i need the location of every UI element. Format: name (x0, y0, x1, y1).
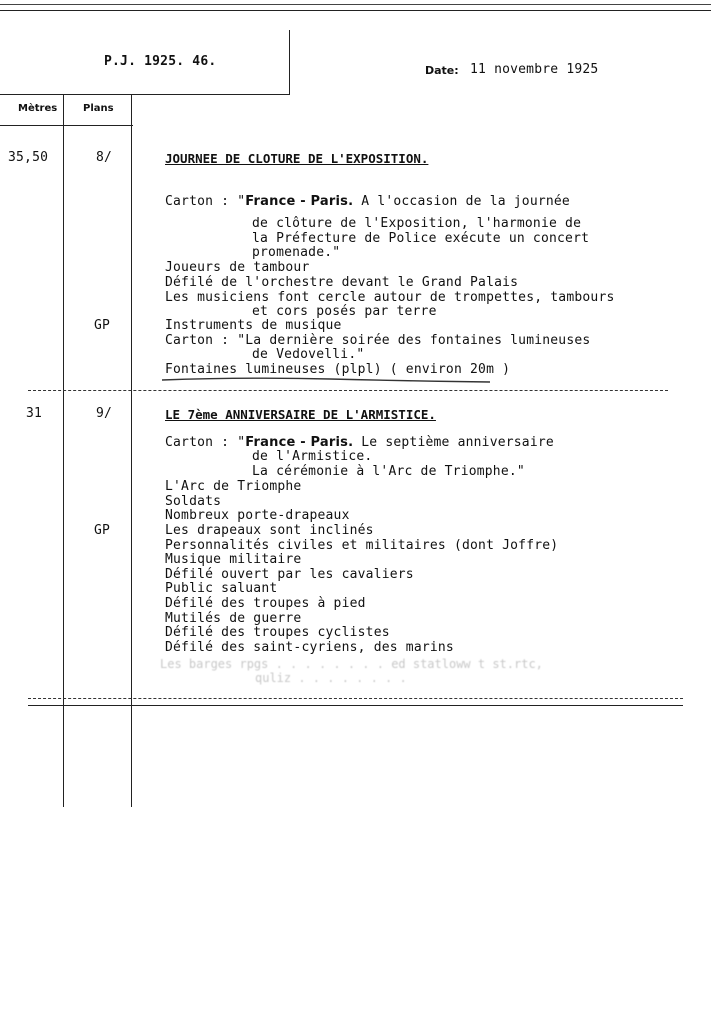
column-divider-2 (131, 95, 132, 807)
section-1-line-joueurs: Joueurs de tambour (165, 260, 310, 275)
section-1-gp: GP (94, 318, 111, 333)
section-2-faded-line-2: quliz . . . . . . . . (255, 671, 407, 685)
column-header-plans: Plans (83, 103, 114, 114)
section-1-carton-1: Carton : "France - Paris. A l'occasion de la journée (165, 194, 570, 209)
column-header-rule (0, 125, 133, 126)
bottom-rule-2 (28, 705, 683, 706)
header-box-bottom (0, 94, 290, 95)
column-header-metres: Mètres (18, 103, 58, 114)
header-box-right (289, 30, 290, 94)
section-2-item: Musique militaire (165, 552, 302, 567)
section-separator-1 (28, 390, 668, 391)
section-1-line-fontaines: Fontaines lumineuses (plpl) ( environ 20m ) (165, 362, 511, 377)
top-rule-2 (0, 10, 711, 11)
section-1-line-musiciens-2: et cors posés par terre (252, 304, 437, 319)
section-2-item: Soldats (165, 494, 222, 509)
section-2-item: Défilé des troupes cyclistes (165, 625, 390, 640)
section-1-carton-1-bold: France - Paris. (245, 194, 354, 209)
section-2-faded-line-1: Les barges rpgs . . . . . . . . ed statloww t st.rtc, (160, 657, 543, 671)
section-2-item: Personnalités civiles et militaires (dont Joffre) (165, 538, 559, 553)
date-value: 11 novembre 1925 (470, 62, 599, 77)
section-2-metres: 31 (26, 406, 43, 421)
section-1-line-instruments: Instruments de musique (165, 318, 342, 333)
section-1-line-musiciens: Les musiciens font cercle autour de trompettes, tambours (165, 290, 615, 305)
section-2-gp: GP (94, 523, 111, 538)
section-2-title: LE 7ème ANNIVERSAIRE DE L'ARMISTICE. (165, 407, 436, 422)
section-2-carton: Carton : "France - Paris. Le septième anniversaire (165, 435, 554, 450)
top-rule (0, 4, 711, 5)
section-2-plan: 9/ (96, 406, 113, 421)
document-reference: P.J. 1925. 46. (104, 54, 217, 69)
section-1-title: JOURNEE DE CLOTURE DE L'EXPOSITION. (165, 151, 429, 166)
section-1-carton-2: Carton : "La dernière soirée des fontaines lumineuses (165, 333, 591, 348)
section-2-item: Défilé ouvert par les cavaliers (165, 567, 414, 582)
date-label: Date: (425, 64, 459, 77)
section-2-carton-bold: France - Paris. (245, 435, 354, 450)
section-2-item: Défilé des troupes à pied (165, 596, 366, 611)
section-2-item: Mutilés de guerre (165, 611, 302, 626)
section-1-plan: 8/ (96, 150, 113, 165)
section-1-carton-1-line-4: promenade." (252, 245, 341, 260)
bottom-rule-1 (28, 698, 683, 699)
section-2-item: Public saluant (165, 581, 278, 596)
section-2-item: Défilé des saint-cyriens, des marins (165, 640, 454, 655)
column-divider-1 (63, 95, 64, 807)
section-1-carton-2-line-2: de Vedovelli." (252, 347, 365, 362)
section-1-carton-1-line-2: de clôture de l'Exposition, l'harmonie de (252, 216, 582, 231)
section-2-carton-line-3: La cérémonie à l'Arc de Triomphe." (252, 464, 525, 479)
section-2-carton-line-2: de l'Armistice. (252, 449, 373, 464)
section-2-item: L'Arc de Triomphe (165, 479, 302, 494)
section-2-item: Les drapeaux sont inclinés (165, 523, 374, 538)
hand-underline-mark (160, 374, 500, 386)
section-1-carton-1-line-3: la Préfecture de Police exécute un concert (252, 231, 590, 246)
section-1-metres: 35,50 (8, 150, 49, 165)
section-2-item: Nombreux porte-drapeaux (165, 508, 350, 523)
section-1-line-defile: Défilé de l'orchestre devant le Grand Palais (165, 275, 519, 290)
